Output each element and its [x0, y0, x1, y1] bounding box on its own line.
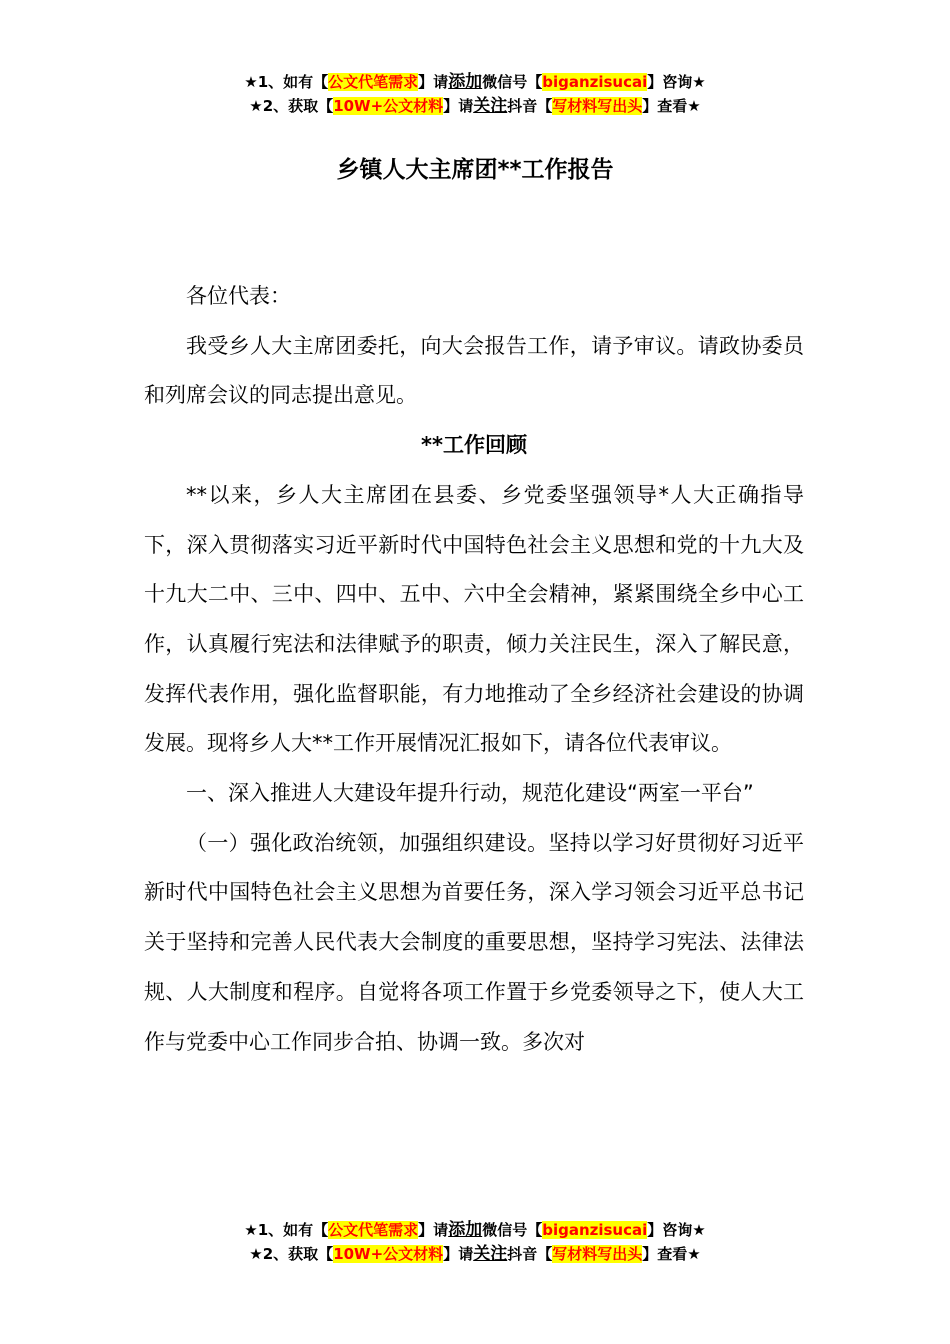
promo-line-2 [0, 94, 950, 118]
promo-text: 微信号【 [482, 73, 543, 91]
document-body [144, 272, 804, 1067]
body-paragraph: **以来，乡人大主席团在县委、乡党委坚强领导*人大正确指导下，深入贯彻落实习近平新时代中国特色社会主义思想和党的十九大及十九大二中、三中、四中、五中、六中全会精神，紧紧围绕全乡中心工作，认真履行宪法和法律赋予的职责，倾力关注民生，深入了解民意，发挥代表作用，强化监督职能，有力地推动了全乡经济社会建设的协调发展。现将乡人大**工作开展情况汇报如下，请各位代表审议。 [144, 482, 804, 756]
promo-text: 】请 [418, 1221, 449, 1239]
subsection-heading: 一、深入推进人大建设年提升行动，规范化建设“两室一平台” [186, 781, 754, 806]
promo-text: 】咨询★ [647, 73, 706, 91]
promo-text: 微信号【 [482, 1221, 543, 1239]
promo-banner-bottom [0, 1218, 950, 1266]
promo-text: ★2、获取【 [249, 1245, 334, 1263]
body-paragraph: 我受乡人大主席团委托，向大会报告工作，请予审议。请政协委员和列席会议的同志提出意见。 [144, 333, 804, 408]
promo-emphasis: 添加 [448, 72, 483, 92]
promo-highlight: 写材料写出头 [552, 1245, 643, 1263]
promo-line-1 [0, 1218, 950, 1242]
promo-highlight: 公文代笔需求 [328, 1221, 419, 1239]
promo-text: ★1、如有【 [244, 73, 329, 91]
promo-text: ★1、如有【 [244, 1221, 329, 1239]
promo-text: 抖音【 [507, 97, 553, 115]
promo-highlight: 10W+公文材料 [333, 97, 444, 115]
promo-emphasis: 添加 [448, 1220, 483, 1240]
promo-line-1 [0, 70, 950, 94]
promo-highlight: biganzisucai [542, 73, 648, 91]
promo-highlight: biganzisucai [542, 1221, 648, 1239]
promo-highlight: 10W+公文材料 [333, 1245, 444, 1263]
document-title: 乡镇人大主席团**工作报告 [336, 157, 614, 183]
promo-text: 】查看★ [642, 97, 701, 115]
promo-text: 】请 [443, 1245, 474, 1263]
promo-line-2 [0, 1242, 950, 1266]
promo-text: 】咨询★ [647, 1221, 706, 1239]
promo-text: 】查看★ [642, 1245, 701, 1263]
promo-emphasis: 关注 [473, 1244, 508, 1264]
section-heading: **工作回顾 [421, 433, 527, 458]
promo-emphasis: 关注 [473, 96, 508, 116]
promo-highlight: 写材料写出头 [552, 97, 643, 115]
promo-text: 】请 [443, 97, 474, 115]
promo-banner-top [0, 70, 950, 118]
promo-text: 抖音【 [507, 1245, 553, 1263]
body-paragraph: （一）强化政治统领，加强组织建设。坚持以学习好贯彻好习近平新时代中国特色社会主义思想为首要任务，深入学习领会习近平总书记关于坚持和完善人民代表大会制度的重要思想，坚持学习宪法、法律法规、人大制度和程序。自觉将各项工作置于乡党委领导之下，使人大工作与党委中心工作同步合拍、协调一致。多次对 [144, 830, 804, 1054]
promo-highlight: 公文代笔需求 [328, 73, 419, 91]
promo-text: ★2、获取【 [249, 97, 334, 115]
promo-text: 】请 [418, 73, 449, 91]
salutation: 各位代表： [186, 284, 291, 308]
